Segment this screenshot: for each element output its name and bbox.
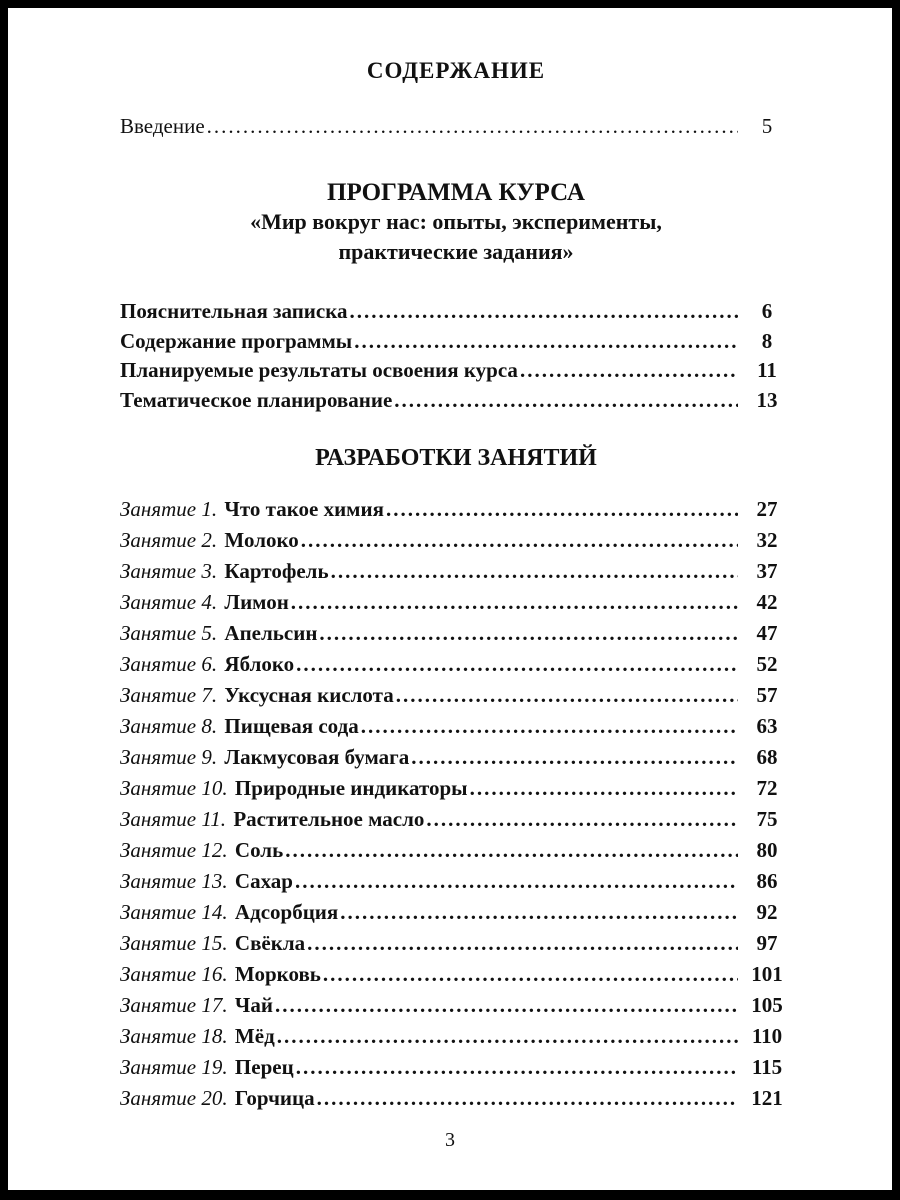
dot-leader	[361, 711, 738, 742]
toc-entry-label: Перец	[234, 1055, 294, 1079]
toc-entry-page: 121	[751, 1086, 783, 1110]
toc-entry-label: Лакмусовая бумага	[224, 745, 410, 769]
program-subtitle-line1: «Мир вокруг нас: опыты, эксперименты,	[250, 209, 662, 234]
toc-entry-label: Апельсин	[224, 621, 318, 645]
lesson-number-label: Занятие 12.	[120, 838, 228, 862]
toc-entry	[120, 525, 792, 556]
toc-entry	[120, 649, 792, 680]
dot-leader	[317, 1083, 738, 1114]
toc-entry-label: Адсорбция	[234, 900, 339, 924]
lesson-number-label: Занятие 1.	[120, 497, 218, 521]
page-title: СОДЕРЖАНИЕ	[366, 58, 546, 83]
toc-entry-page: 11	[757, 358, 777, 382]
toc-entry	[120, 928, 792, 959]
toc-entry-label: Растительное масло	[233, 807, 425, 831]
dot-leader	[296, 1052, 738, 1083]
toc-entry-label: Пищевая сода	[224, 714, 359, 738]
toc-entry	[120, 356, 792, 386]
toc-entry	[120, 1083, 792, 1114]
dot-leader	[354, 327, 738, 357]
toc-entry-label: Содержание программы	[120, 328, 353, 353]
toc-entry-label: Что такое химия	[224, 497, 384, 521]
dot-leader	[426, 804, 738, 835]
dot-leader	[291, 587, 738, 618]
toc-entry-label: Свёкла	[234, 931, 306, 955]
lesson-number-label: Занятие 2.	[120, 528, 218, 552]
toc-entry-page: 5	[761, 114, 773, 138]
toc-entry-label: Морковь	[234, 962, 321, 986]
toc-entry-page: 72	[756, 776, 778, 800]
lesson-number-label: Занятие 18.	[120, 1024, 228, 1048]
program-subtitle-line2: практические задания»	[338, 239, 574, 264]
toc-entry	[120, 773, 792, 804]
toc-entry	[120, 494, 792, 525]
dot-leader	[520, 356, 738, 386]
dot-leader	[340, 897, 738, 928]
program-toc-list	[120, 297, 792, 415]
toc-entry-label: Соль	[234, 838, 284, 862]
toc-entry-page: 47	[756, 621, 778, 645]
lesson-number-label: Занятие 6.	[120, 652, 218, 676]
lesson-number-label: Занятие 8.	[120, 714, 218, 738]
toc-entry-label: Молоко	[224, 528, 299, 552]
page-number: 3	[445, 1129, 455, 1151]
toc-entry-label: Горчица	[234, 1086, 315, 1110]
toc-entry-label: Тематическое планирование	[120, 387, 393, 412]
lesson-number-label: Занятие 5.	[120, 621, 218, 645]
dot-leader	[277, 1021, 738, 1052]
toc-entry-page: 80	[756, 838, 778, 862]
toc-entry-page: 32	[756, 528, 778, 552]
toc-entry	[120, 1052, 792, 1083]
toc-entry-label: Планируемые результаты освоения курса	[120, 358, 518, 382]
lesson-number-label: Занятие 9.	[120, 745, 218, 769]
toc-entry	[120, 1021, 792, 1052]
lessons-toc-list	[120, 494, 792, 1114]
dot-leader	[470, 773, 738, 804]
toc-entry-label: Лимон	[224, 590, 289, 614]
toc-entry	[120, 897, 792, 928]
toc-entry-page: 110	[751, 1024, 783, 1048]
dot-leader	[301, 525, 738, 556]
lesson-number-label: Занятие 4.	[120, 590, 218, 614]
dot-leader	[207, 112, 738, 141]
toc-entry-label: Введение	[120, 114, 205, 138]
dot-leader	[275, 990, 738, 1021]
dot-leader	[394, 386, 738, 416]
toc-entry-page: 68	[756, 745, 778, 769]
toc-entry-page: 101	[751, 962, 783, 986]
toc-entry-page: 13	[756, 387, 778, 412]
toc-entry	[120, 742, 792, 773]
lesson-number-label: Занятие 14.	[120, 900, 228, 924]
toc-entry-page: 86	[756, 869, 778, 893]
dot-leader	[295, 866, 738, 897]
toc-entry	[120, 297, 792, 327]
toc-entry-label: Чай	[234, 993, 273, 1017]
toc-entry-page: 8	[761, 328, 773, 353]
toc-entry-page: 63	[756, 714, 778, 738]
toc-entry-page: 75	[756, 807, 778, 831]
lesson-number-label: Занятие 17.	[120, 993, 228, 1017]
toc-entry	[120, 327, 792, 357]
lessons-section-heading: РАЗРАБОТКИ ЗАНЯТИЙ	[315, 445, 597, 471]
toc-content	[8, 8, 892, 1114]
dot-leader	[307, 928, 738, 959]
toc-entry	[120, 804, 792, 835]
toc-entry-page: 37	[756, 559, 778, 583]
toc-entry	[120, 587, 792, 618]
toc-entry	[120, 959, 792, 990]
toc-entry	[120, 711, 792, 742]
toc-entry-label: Уксусная кислота	[224, 683, 394, 707]
lesson-number-label: Занятие 20.	[120, 1086, 228, 1110]
toc-entry-page: 42	[756, 590, 778, 614]
toc-entry	[120, 866, 792, 897]
toc-entry	[120, 680, 792, 711]
lesson-number-label: Занятие 3.	[120, 559, 218, 583]
dot-leader	[350, 297, 738, 327]
lesson-number-label: Занятие 16.	[120, 962, 228, 986]
dot-leader	[411, 742, 738, 773]
toc-entry-label: Природные индикаторы	[234, 776, 468, 800]
lesson-number-label: Занятие 13.	[120, 869, 228, 893]
toc-entry-introduction	[120, 112, 792, 141]
toc-entry-page: 97	[756, 931, 778, 955]
toc-entry-label: Сахар	[234, 869, 293, 893]
toc-entry-page: 27	[756, 497, 778, 521]
toc-entry-page: 6	[761, 299, 773, 323]
dot-leader	[386, 494, 738, 525]
lesson-number-label: Занятие 10.	[120, 776, 228, 800]
toc-entry-page: 115	[751, 1055, 783, 1079]
toc-entry-page: 105	[751, 993, 783, 1017]
lesson-number-label: Занятие 15.	[120, 931, 228, 955]
dot-leader	[285, 835, 738, 866]
toc-entry	[120, 556, 792, 587]
toc-entry-page: 92	[756, 900, 778, 924]
lesson-number-label: Занятие 19.	[120, 1055, 228, 1079]
toc-entry-label: Картофель	[224, 559, 329, 583]
toc-entry-label: Мёд	[234, 1024, 275, 1048]
toc-entry	[120, 618, 792, 649]
toc-page	[8, 8, 892, 1190]
program-section-heading: ПРОГРАММА КУРСА	[327, 179, 585, 206]
toc-entry-page: 52	[756, 652, 778, 676]
lesson-number-label: Занятие 11.	[120, 807, 227, 831]
toc-entry-label: Пояснительная записка	[120, 299, 348, 323]
toc-entry	[120, 990, 792, 1021]
toc-entry-label: Яблоко	[224, 652, 295, 676]
dot-leader	[319, 618, 738, 649]
dot-leader	[296, 649, 738, 680]
lesson-number-label: Занятие 7.	[120, 683, 218, 707]
toc-entry	[120, 835, 792, 866]
dot-leader	[323, 959, 738, 990]
dot-leader	[331, 556, 738, 587]
toc-entry-page: 57	[756, 683, 778, 707]
toc-entry	[120, 386, 792, 416]
dot-leader	[396, 680, 738, 711]
